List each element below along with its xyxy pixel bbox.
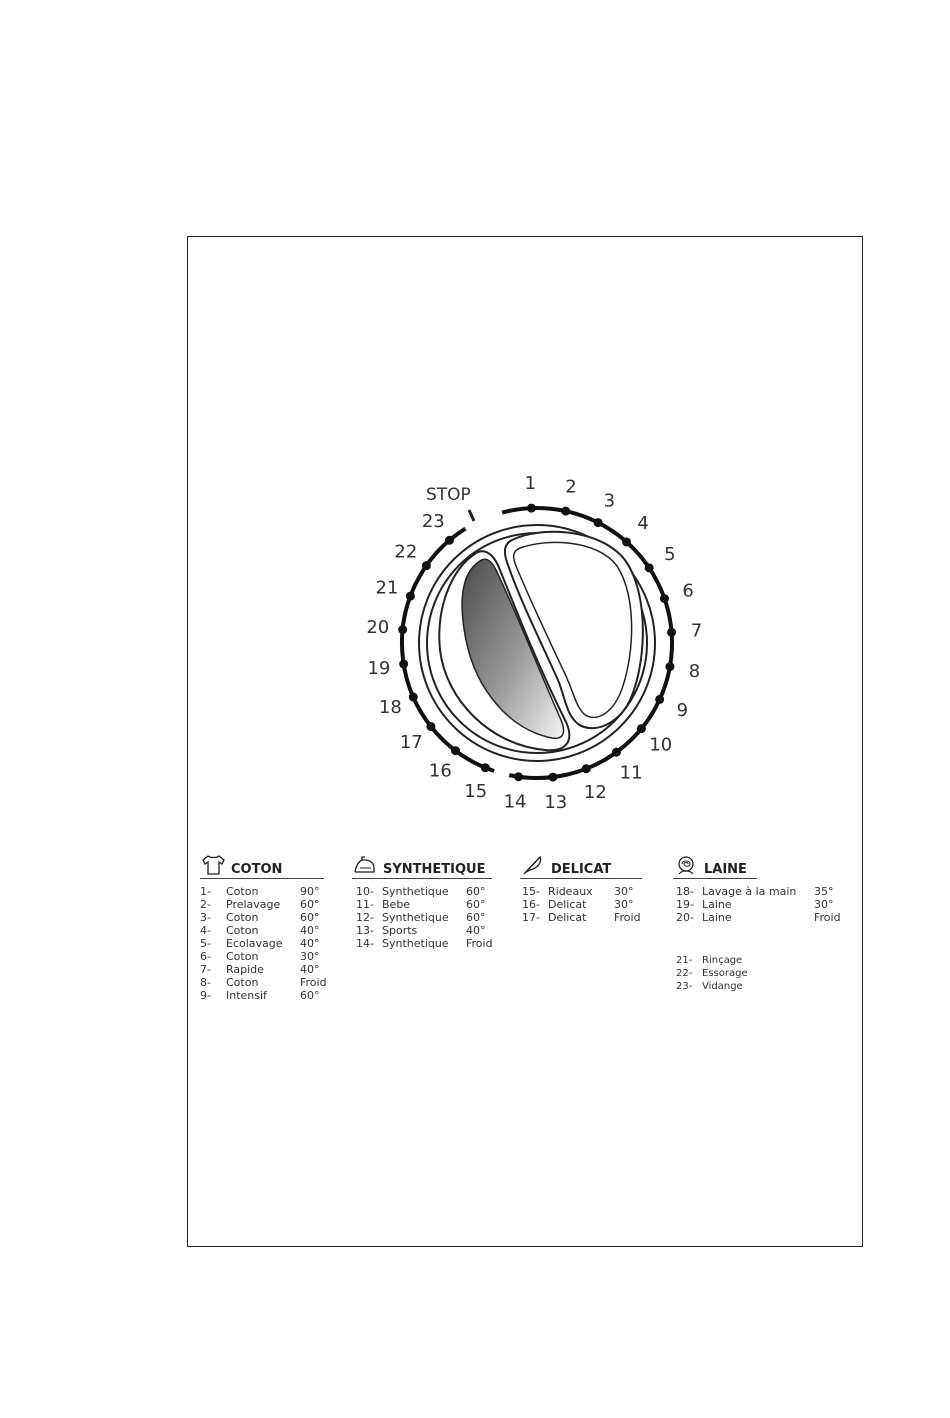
position-label: 17 [399,731,423,753]
coton-program-list [200,885,327,1002]
program-row [352,898,492,911]
program-row [352,885,492,898]
position-dot [409,693,418,702]
coton-header [200,852,324,879]
position-label: 10 [649,734,673,756]
iron-icon [352,854,378,876]
program-row [200,911,324,924]
program-name: Coton [226,976,259,989]
program-num: 8- [200,976,211,989]
position-dot [548,773,557,782]
feather-icon [520,854,546,876]
program-temp: 30° [614,898,634,911]
program-row [200,950,324,963]
program-num: 17- [522,911,540,924]
position-label: 1 [524,473,537,495]
position-label: 22 [394,541,418,563]
program-temp: 30° [614,885,634,898]
position-dot [660,594,669,603]
delicat-title: DELICAT [551,862,612,877]
program-temp: 60° [300,911,320,924]
position-label: 23 [421,511,445,533]
position-label: 20 [366,617,390,639]
program-temp: 35° [814,885,834,898]
position-dot [645,563,654,572]
position-label: 8 [688,660,701,682]
program-temp: 60° [466,911,486,924]
position-label: 16 [428,760,452,782]
legend-synthetique [352,852,492,950]
laine-title: LAINE [704,862,747,877]
program-name: Ecolavage [226,937,283,950]
program-row [673,980,853,993]
program-name: Coton [226,885,259,898]
position-dot [514,772,523,781]
program-row [673,954,853,967]
program-row [520,911,642,924]
program-row [673,967,853,980]
program-num: 14- [356,937,374,950]
program-name: Coton [226,911,259,924]
program-name: Coton [226,950,259,963]
program-num: 18- [676,885,694,898]
position-dot [399,660,408,669]
legend-laine [673,852,853,993]
program-num: 10- [356,885,374,898]
program-num: 6- [200,950,211,963]
program-row [673,911,853,924]
program-row [200,989,324,1002]
program-num: 19- [676,898,694,911]
stop-tick [469,510,474,521]
position-label: 7 [690,620,703,642]
program-name: Laine [702,898,732,911]
program-name: Delicat [548,898,587,911]
program-name: Rideaux [548,885,593,898]
program-name: Rinçage [702,955,743,966]
program-row [352,911,492,924]
position-dot [527,504,536,513]
coton-title: COTON [231,862,283,877]
program-name: Synthetique [382,911,449,924]
program-row [520,885,642,898]
position-dot [426,722,435,731]
program-name: Sports [382,924,418,937]
position-dot [406,592,415,601]
program-row [352,924,492,937]
program-row [200,885,324,898]
laine-extras-list [673,954,853,993]
position-dot [481,763,490,772]
stop-label: STOP [426,485,471,505]
program-num: 22- [676,968,693,979]
position-label: 2 [565,476,577,498]
program-temp: 40° [300,924,320,937]
program-temp: 40° [300,937,320,950]
position-dot [667,628,676,637]
program-temp: 40° [466,924,486,937]
program-temp: 40° [300,963,320,976]
program-temp: 60° [466,885,486,898]
position-dot [622,537,631,546]
program-row [673,898,853,911]
position-label: 5 [664,543,676,565]
program-name: Delicat [548,911,587,924]
position-dot [637,724,646,733]
program-row [352,937,492,950]
program-name: Lavage à la main [702,885,797,898]
program-row [200,976,327,989]
program-temp: Froid [300,976,327,989]
program-num: 13- [356,924,374,937]
position-dot [451,746,460,755]
program-num: 23- [676,981,693,992]
program-row [200,937,324,950]
position-label: 3 [603,490,616,512]
program-temp: Froid [466,937,493,950]
program-num: 4- [200,924,211,937]
position-label: 21 [375,577,399,599]
position-label: 6 [682,580,694,602]
program-temp: 30° [814,898,834,911]
legend-coton [200,852,327,1002]
program-temp: 30° [300,950,320,963]
program-name: Essorage [702,968,748,979]
program-name: Synthetique [382,937,449,950]
position-dot [398,625,407,634]
position-label: 19 [367,657,391,679]
program-num: 12- [356,911,374,924]
position-label: 11 [619,762,643,784]
position-label: 9 [676,699,689,721]
delicat-program-list [520,885,642,924]
program-num: 2- [200,898,211,911]
program-temp: 60° [300,989,320,1002]
program-num: 16- [522,898,540,911]
program-num: 20- [676,911,694,924]
laine-header [673,852,757,879]
program-name: Prelavage [226,898,281,911]
tshirt-icon [200,854,226,876]
position-label: 12 [583,781,607,803]
position-dot [665,662,674,671]
position-label: 18 [378,697,402,719]
program-row [200,963,324,976]
program-num: 9- [200,989,211,1002]
position-dot [561,507,570,516]
legend-delicat [520,852,642,924]
program-temp: 90° [300,885,320,898]
program-num: 7- [200,963,211,976]
wool-icon [673,854,699,876]
position-dot [445,536,454,545]
position-dot [594,518,603,527]
program-temp: Froid [814,911,841,924]
program-row [520,898,642,911]
program-name: Bebe [382,898,411,911]
program-temp: Froid [614,911,641,924]
position-dot [582,764,591,773]
synthetique-title: SYNTHETIQUE [383,862,486,877]
program-temp: 60° [300,898,320,911]
program-row [200,924,324,937]
program-name: Intensif [226,989,267,1002]
program-row [673,885,853,898]
position-label: 14 [503,791,527,813]
program-temp: 60° [466,898,486,911]
position-label: 4 [637,513,649,535]
program-num: 15- [522,885,540,898]
program-num: 21- [676,955,693,966]
position-dot [612,748,621,757]
program-name: Laine [702,911,732,924]
program-row [200,898,324,911]
program-name: Synthetique [382,885,449,898]
synthetique-header [352,852,492,879]
program-num: 11- [356,898,374,911]
program-name: Vidange [702,981,743,992]
delicat-header [520,852,642,879]
program-num: 1- [200,885,211,898]
program-name: Coton [226,924,259,937]
program-num: 5- [200,937,211,950]
program-name: Rapide [226,963,264,976]
position-label: 15 [464,780,488,802]
position-dot [422,561,431,570]
laine-program-list [673,885,853,924]
program-num: 3- [200,911,211,924]
synthetique-program-list [352,885,492,950]
position-label: 13 [544,791,568,813]
position-dot [655,695,664,704]
